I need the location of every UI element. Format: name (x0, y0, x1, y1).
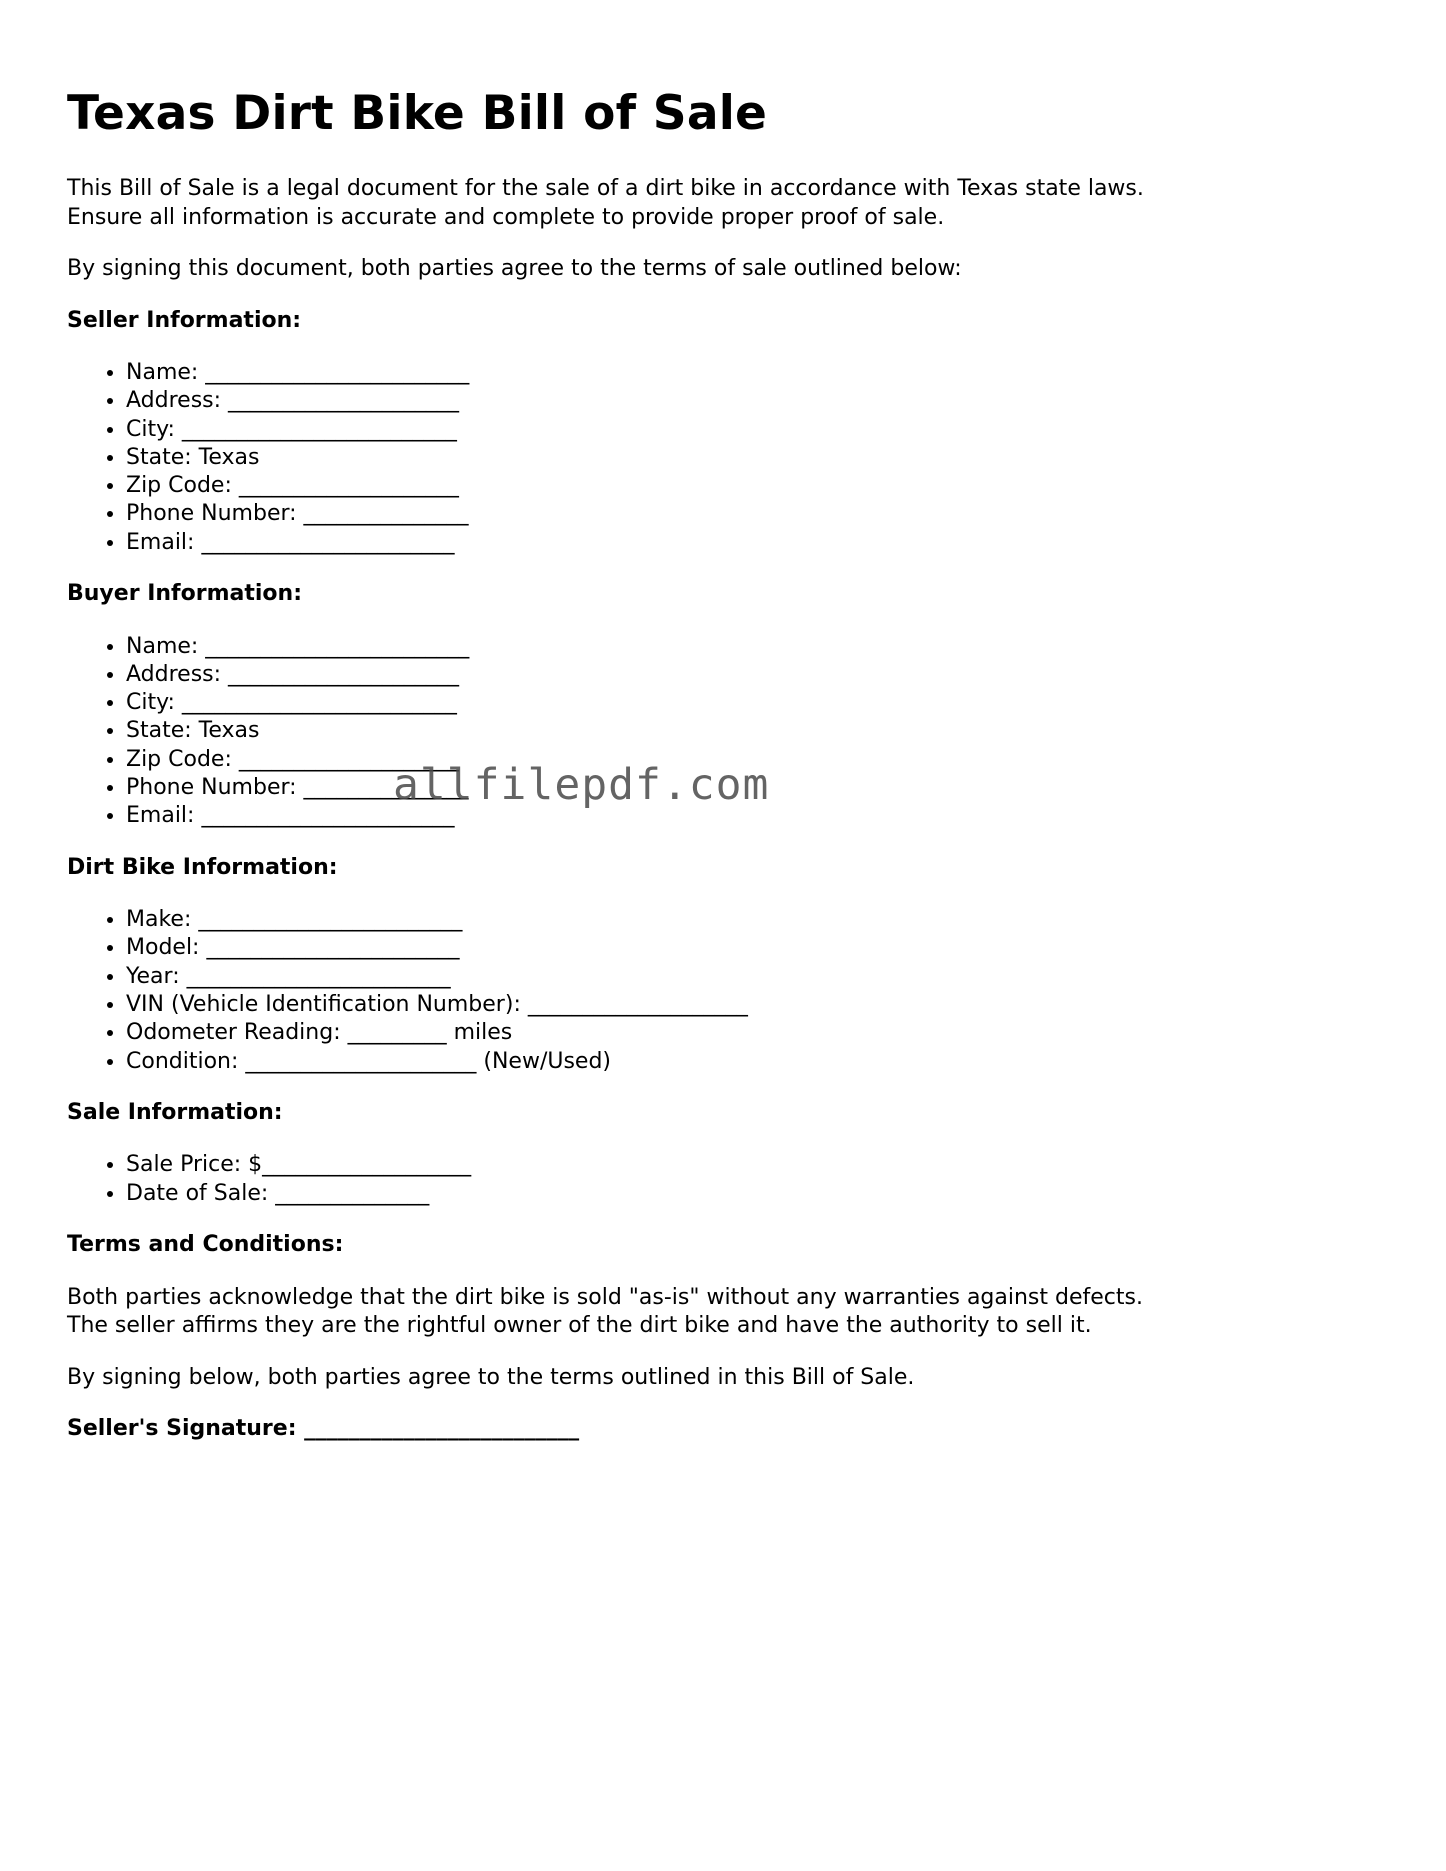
seller-state-field: • State: Texas (126, 444, 1157, 472)
buyer-name-field: • Name: ________________________ (126, 633, 1157, 661)
terms-paragraph-2: By signing below, both parties agree to the terms outlined in this Bill of Sale. (67, 1364, 915, 1390)
watermark: allfilepdf.com (393, 760, 770, 810)
intro-paragraph-2: By signing this document, both parties agree to the terms of sale outlined below: (67, 256, 962, 281)
sale-price-field: • Sale Price: $___________________ (126, 1151, 1157, 1179)
bike-heading: Dirt Bike Information: (67, 854, 338, 880)
bike-vin-field: • VIN (Vehicle Identification Number): ____________________ (126, 991, 1157, 1019)
buyer-address-field: • Address: _____________________ (126, 661, 1157, 689)
bike-model-field: • Model: _______________________ (126, 934, 1157, 962)
bike-list (67, 906, 1157, 1076)
seller-signature-line: Seller's Signature: _________________________ (67, 1416, 580, 1442)
terms-heading: Terms and Conditions: (67, 1232, 344, 1258)
bike-odometer-field: • Odometer Reading: _________ miles (126, 1019, 1157, 1047)
buyer-state-field: • State: Texas (126, 717, 1157, 745)
sale-heading: Sale Information: (67, 1099, 283, 1125)
buyer-city-field: • City: _________________________ (126, 689, 1157, 717)
seller-list (67, 359, 1157, 557)
seller-city-field: • City: _________________________ (126, 416, 1157, 444)
sale-list (67, 1151, 1157, 1208)
seller-email-field: • Email: _______________________ (126, 529, 1157, 557)
seller-zip-field: • Zip Code: ____________________ (126, 472, 1157, 500)
seller-phone-field: • Phone Number: _______________ (126, 500, 1157, 528)
terms-paragraph-1: Both parties acknowledge that the dirt bike is sold "as-is" without any warranties against defects. The seller affirms they are the rightful owner of the dirt bike and have the authority to sell it. (67, 1284, 1143, 1339)
document-title: Texas Dirt Bike Bill of Sale (67, 86, 768, 141)
bike-year-field: • Year: ________________________ (126, 963, 1157, 991)
sale-date-field: • Date of Sale: ______________ (126, 1180, 1157, 1208)
seller-name-field: • Name: ________________________ (126, 359, 1157, 387)
seller-address-field: • Address: _____________________ (126, 387, 1157, 415)
intro-paragraph-1: This Bill of Sale is a legal document for the sale of a dirt bike in accordance with Texas state laws. Ensure all information is accurate and complete to provide proper proof of sale. (67, 176, 1144, 230)
buyer-email-field: • Email: _______________________ (126, 802, 1157, 830)
buyer-zip-field: • Zip Code: ____________________ (126, 746, 1157, 774)
buyer-phone-field: • Phone Number: _______________ (126, 774, 1157, 802)
bike-make-field: • Make: ________________________ (126, 906, 1157, 934)
seller-heading: Seller Information: (67, 307, 302, 333)
buyer-heading: Buyer Information: (67, 581, 302, 607)
bike-condition-field: • Condition: _____________________ (New/Used) (126, 1048, 1157, 1076)
